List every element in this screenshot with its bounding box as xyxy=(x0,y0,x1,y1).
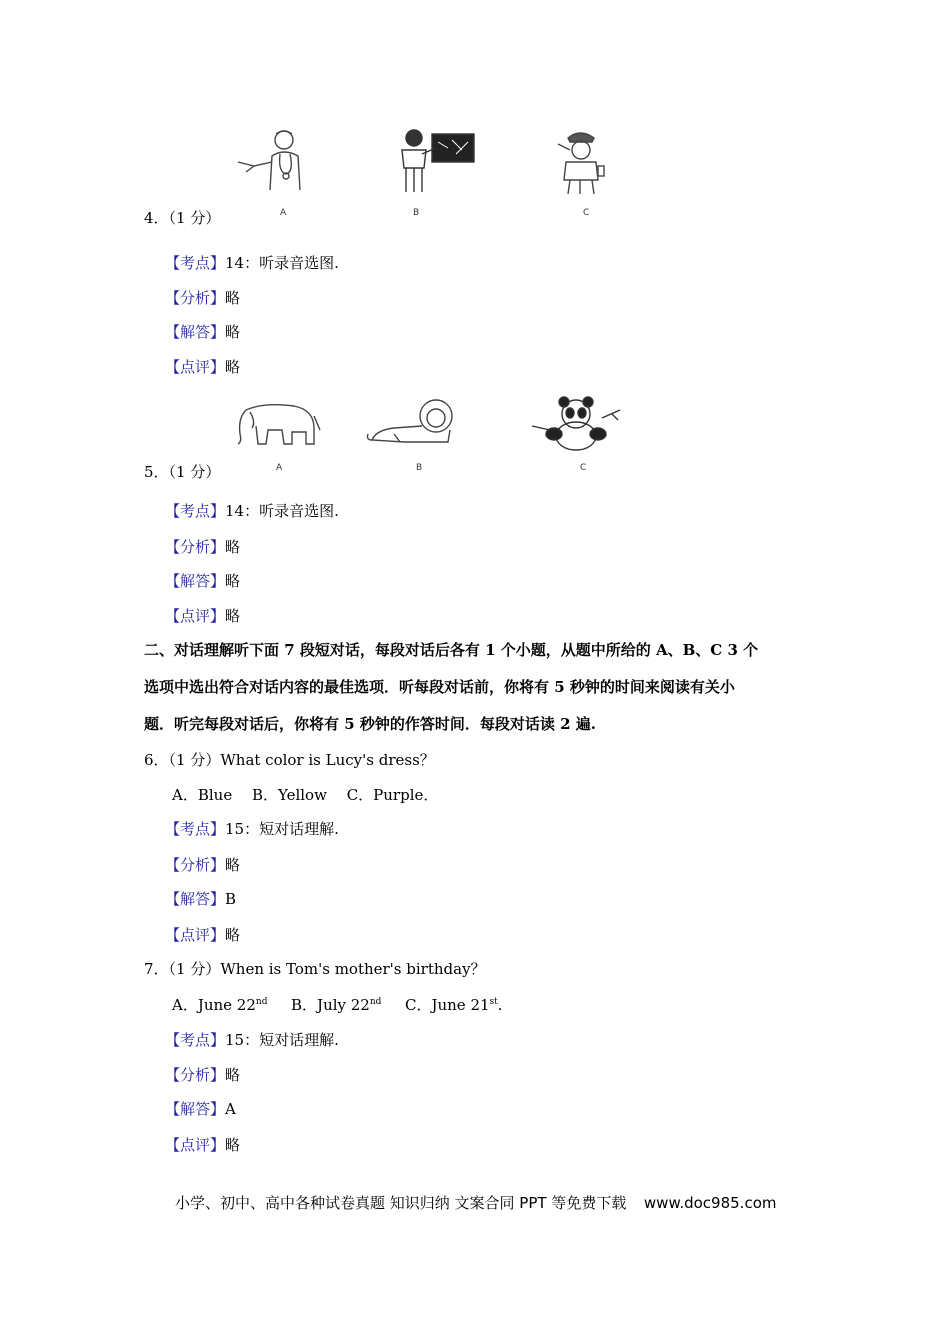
q4-jieda xyxy=(165,322,240,342)
jieda-text: 略 xyxy=(225,323,241,341)
section-2-line-3: 题．听完每段对话后，你将有 5 秒钟的作答时间．每段对话读 2 遍. xyxy=(144,715,596,733)
jieda-text: B xyxy=(225,890,237,908)
fenxi-text: 略 xyxy=(225,289,241,307)
q7-jieda xyxy=(165,1099,236,1119)
option-label-c: C xyxy=(580,463,587,473)
option-b: B．July 22 xyxy=(291,996,370,1014)
teacher-icon xyxy=(392,128,478,194)
dianping-text: 略 xyxy=(225,358,241,376)
section-2-line-1: 二、对话理解听下面 7 段短对话，每段对话后各有 1 个小题，从题中所给的 A、B、C 3 个 xyxy=(144,641,759,659)
kaodian-text: 15：短对话理解. xyxy=(225,1031,339,1049)
dianping-text: 略 xyxy=(225,607,241,625)
kaodian-text: 14：听录音选图. xyxy=(225,254,339,272)
q5-dianping xyxy=(165,606,240,626)
option-label-a: A xyxy=(276,463,283,473)
jieda-tag: 【解答】 xyxy=(165,323,226,341)
fenxi-tag: 【分析】 xyxy=(165,856,226,874)
fenxi-tag: 【分析】 xyxy=(165,289,226,307)
q5-kaodian xyxy=(165,501,339,521)
jieda-text: 略 xyxy=(225,572,241,590)
footer-url[interactable]: www.doc985.com xyxy=(643,1194,777,1212)
option-c: C．June 21 xyxy=(404,996,490,1014)
dianping-tag: 【点评】 xyxy=(165,358,226,376)
option-label-b: B xyxy=(413,208,420,218)
dianping-tag: 【点评】 xyxy=(165,926,226,944)
option-a: A．June 22 xyxy=(172,996,256,1014)
footer xyxy=(175,1192,776,1213)
option-label-b: B xyxy=(416,463,423,473)
q4-kaodian xyxy=(165,253,339,273)
section-2-line-2: 选项中选出符合对话内容的最佳选项．听每段对话前，你将有 5 秒钟的时间来阅读有关小 xyxy=(144,678,735,696)
question-7-text: When is Tom's mother's birthday？ xyxy=(220,960,486,978)
question-4-number: 4．（1 分） xyxy=(144,209,221,227)
q4-fenxi xyxy=(165,288,240,308)
q7-kaodian xyxy=(165,1030,339,1050)
q7-dianping xyxy=(165,1135,240,1155)
q6-jieda xyxy=(165,889,236,909)
footer-text: 小学、初中、高中各种试卷真题 知识归纳 文案合同 PPT 等免费下载 xyxy=(175,1194,627,1212)
question-5-number: 5．（1 分） xyxy=(144,463,221,481)
option-c-end: . xyxy=(497,996,503,1014)
dianping-tag: 【点评】 xyxy=(165,1136,226,1154)
question-7 xyxy=(144,959,486,979)
dianping-text: 略 xyxy=(225,1136,241,1154)
fenxi-tag: 【分析】 xyxy=(165,538,226,556)
option-b-sup: nd xyxy=(369,997,382,1007)
dianping-text: 略 xyxy=(225,926,241,944)
fenxi-tag: 【分析】 xyxy=(165,1066,226,1084)
q7-fenxi xyxy=(165,1065,240,1085)
question-6-options: A．Blue B．Yellow C．Purple． xyxy=(172,786,439,804)
police-officer-icon xyxy=(544,128,616,196)
option-label-c: C xyxy=(583,208,590,218)
kaodian-tag: 【考点】 xyxy=(165,1031,226,1049)
dianping-tag: 【点评】 xyxy=(165,607,226,625)
q6-dianping xyxy=(165,925,240,945)
kaodian-text: 15：短对话理解. xyxy=(225,820,339,838)
kaodian-tag: 【考点】 xyxy=(165,820,226,838)
question-7-options xyxy=(172,995,503,1015)
jieda-tag: 【解答】 xyxy=(165,890,226,908)
question-6-number: 6．（1 分） xyxy=(144,751,221,769)
elephant-icon xyxy=(234,400,322,448)
q6-kaodian xyxy=(165,819,339,839)
lion-icon xyxy=(364,396,460,448)
question-6 xyxy=(144,750,435,770)
jieda-text: A xyxy=(225,1100,236,1118)
q5-jieda xyxy=(165,571,240,591)
kaodian-text: 14：听录音选图. xyxy=(225,502,339,520)
jieda-tag: 【解答】 xyxy=(165,1100,226,1118)
option-c-sup: st xyxy=(489,997,498,1007)
fenxi-text: 略 xyxy=(225,538,241,556)
q4-dianping xyxy=(165,357,240,377)
doctor-icon xyxy=(232,128,322,192)
q5-fenxi xyxy=(165,537,240,557)
question-7-number: 7．（1 分） xyxy=(144,960,221,978)
fenxi-text: 略 xyxy=(225,1066,241,1084)
panda-icon xyxy=(528,396,624,452)
option-label-a: A xyxy=(280,208,287,218)
jieda-tag: 【解答】 xyxy=(165,572,226,590)
kaodian-tag: 【考点】 xyxy=(165,254,226,272)
question-6-text: What color is Lucy's dress？ xyxy=(220,751,435,769)
q6-fenxi xyxy=(165,855,240,875)
kaodian-tag: 【考点】 xyxy=(165,502,226,520)
fenxi-text: 略 xyxy=(225,856,241,874)
option-a-sup: nd xyxy=(255,997,268,1007)
